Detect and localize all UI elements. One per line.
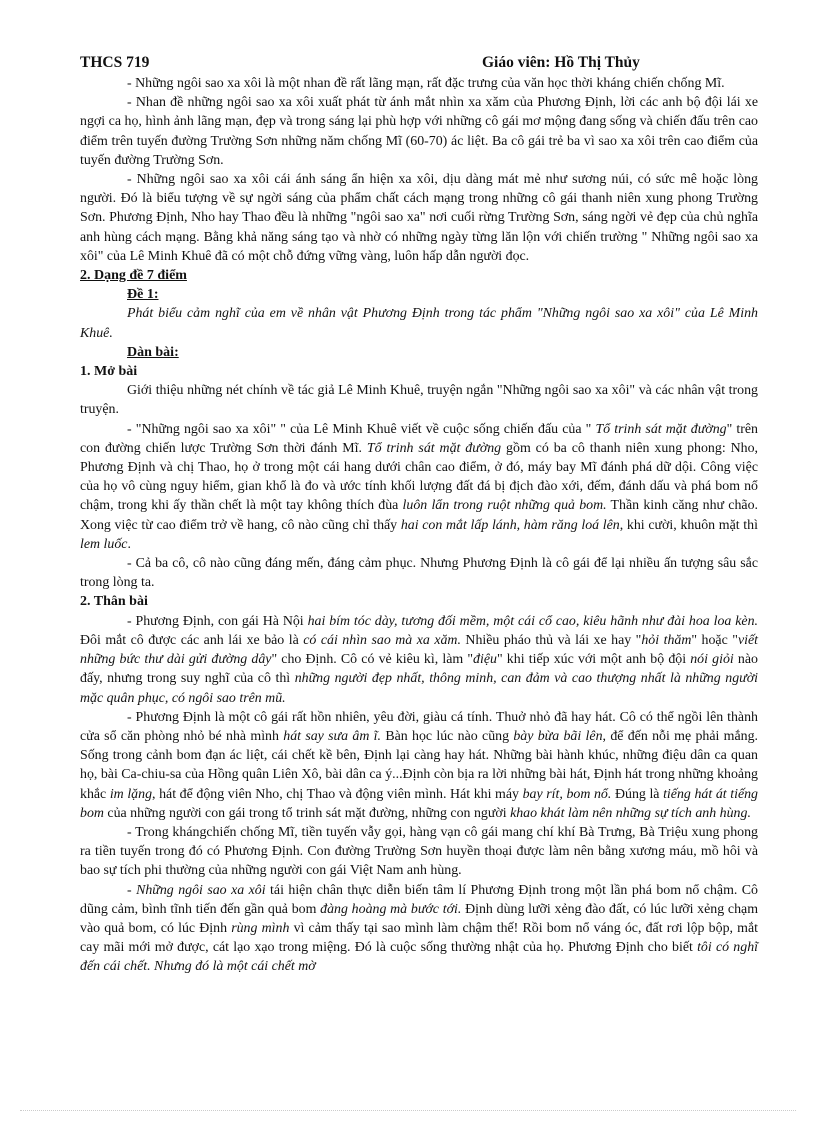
opening-paragraph-3: - Cả ba cô, cô nào cũng đáng mến, đáng cảm phục. Nhưng Phương Định là cô gái để lại nhiều ấn tượng sâu sắc trong lòng ta.: [80, 556, 758, 591]
intro-paragraph-3: - Những ngôi sao xa xôi cái ánh sáng ẩn hiện xa xôi, dịu dàng mát mẻ như sương núi, có sức mê hoặc lòng người. Đó là biểu tượng về sự ngời sáng của phẩm chất cách mạng trong những cô gái thanh niên xung phong Trường Sơn. Phương Định, Nho hay Thao đều là những "ngôi sao xa" nơi cuối rừng Trường Sơn, sáng ngời vẻ đẹp của chủ nghĩa anh hùng cách mạng. Bằng khả năng sáng tạo và nhờ có những ngày từng lăn lộn với chiến trường " Những ngôi sao xa xôi" của Lê Minh Khuê đã có một chỗ đứng vững vàng, luôn hấp dẫn người đọc.: [80, 172, 758, 264]
body-paragraph-1: - Phương Định, con gái Hà Nội hai bím tóc dày, tương đối mềm, một cái cổ cao, kiêu hãnh như đài hoa loa kèn. Đôi mắt cô được các anh lái xe bảo là có cái nhìn sao mà xa xăm. Nhiều pháo thủ và lái xe hay "hỏi thăm" hoặc "viết những bức thư dài gửi đường dây" cho Định. Cô có vẻ kiêu kì, làm "điệu" khi tiếp xúc với một anh bộ đội nói giỏi nào đấy, nhưng trong suy nghĩ của cô thì những người đẹp nhất, thông minh, can đảm và cao thượng nhất là những người mặc quân phục, có ngôi sao trên mũ.: [80, 613, 758, 706]
exercise-prompt: Phát biểu cảm nghĩ của em về nhân vật Phương Định trong tác phẩm "Những ngôi sao xa xôi" của Lê Minh Khuê.: [80, 306, 758, 341]
body-paragraph-2: - Phương Định là một cô gái rất hồn nhiên, yêu đời, giàu cá tính. Thuở nhỏ đã hay hát. Cô có thể ngồi lên thành cửa sổ căn phòng nhỏ bé nhà mình hát say sưa âm ĩ. Bàn học lúc nào cũng bày bừa bãi lên, để đến nỗi mẹ phải mắng. Sống trong cảnh bom đạn ác liệt, cái chết kề bên, Định lại càng hay hát. Những bài hành khúc, những điệu dân ca quan họ, bài Ca-chiu-sa của Hồng quân Liên Xô, bài dân ca ý...Định còn bịa ra lời những bài hát, Định hát trong những khoảng khắc im lặng, hát để động viên Nho, chị Thao và động viên mình. Hát khi máy bay rít, bom nổ. Đúng là tiếng hát át tiếng bom của những người con gái trong tổ trinh sát mặt đường, những con người khao khát làm nên những sự tích anh hùng.: [80, 709, 758, 821]
body-paragraph-3: - Trong khángchiến chống Mĩ, tiền tuyến vẫy gọi, hàng vạn cô gái mang chí khí Bà Trưng, Bà Triệu xung phong ra tiền tuyến trong đó có Phương Định. Con đường Trường Sơn huyền thoại được làm nên bằng xương máu, mồ hôi và bao sự tích phi thường của những người con gái Việt Nam anh hùng.: [80, 824, 758, 879]
exercise-label: Đề 1:: [127, 287, 159, 303]
teacher-name: Giáo viên: Hồ Thị Thủy: [482, 54, 640, 71]
page-header: [80, 54, 758, 74]
page-footer-divider: [20, 1110, 796, 1111]
document-page: [80, 54, 758, 977]
school-name: THCS 719: [80, 54, 150, 71]
body-title: 2. Thân bài: [80, 594, 148, 610]
opening-paragraph-2: - "Những ngôi sao xa xôi" " của Lê Minh Khuê viết về cuộc sống chiến đấu của " Tổ trinh sát mặt đường" trên con đường chiến lược Trường Sơn thời đánh Mĩ. Tổ trinh sát mặt đường gồm có ba cô thanh niên xung phong: Nho, Phương Định và chị Thao, họ ở trong một cái hang dưới chân cao điểm, ở đó, máy bay Mĩ đánh phá dữ dội. Công việc của họ vô cùng nguy hiểm, gian khổ là đo và ước tính khối lượng đất đá bị địch đào xới, đếm, đánh dấu và phá bom nổ chậm, trong khi ấy thần chết là một tay không thích đùa luôn lẩn trong ruột những quả bom. Thần kinh căng như chão. Xong việc từ cao điểm trở về hang, cô nào cũng chỉ thấy hai con mắt lấp lánh, hàm răng loá lên, khi cười, khuôn mặt thì lem luốc.: [80, 421, 759, 552]
opening-title: 1. Mở bài: [80, 364, 138, 380]
opening-paragraph-1: Giới thiệu những nét chính về tác giả Lê Minh Khuê, truyện ngắn "Những ngôi sao xa xôi" và các nhân vật trong truyện.: [80, 383, 758, 418]
section-title: 2. Dạng đề 7 điểm: [80, 268, 187, 284]
outline-label: Dàn bài:: [127, 344, 179, 360]
intro-paragraph-1: - Những ngôi sao xa xôi là một nhan đề rất lãng mạn, rất đặc trưng của văn học thời kháng chiến chống Mĩ.: [127, 76, 725, 91]
body-paragraph-4: - Những ngôi sao xa xôi tái hiện chân thực diễn biến tâm lí Phương Định trong một lần phá bom nổ chậm. Cô dũng cảm, bình tĩnh tiến đến gần quả bom đàng hoàng mà bước tới. Định dùng lưỡi xẻng đào đất, có lúc lưỡi xẻng chạm vào quả bom, có lúc Định rùng mình vì cảm thấy tại sao mình làm chậm thế! Rồi bom nổ váng óc, đất rơi lộp bộp, mắt cay mãi mới mở được, cát lạo xạo trong miệng. Đó là cuộc sống thường nhật của họ. Phương Định cho biết tôi có nghĩ đến cái chết. Nhưng đó là một cái chết mờ: [80, 882, 759, 975]
intro-paragraph-2: - Nhan đề những ngôi sao xa xôi xuất phát từ ánh mắt nhìn xa xăm của Phương Định, lời các anh bộ đội lái xe ngợi ca họ, hình ảnh lãng mạn, đẹp và trong sáng lại phù hợp với những cô gái mơ mộng đang sống và chiến đấu trên cao điểm trên tuyến đường Trường Sơn những năm chống Mĩ (60-70) ác liệt. Ba cô gái trẻ ba vì sao xa xôi trên cao điểm của tuyến đường Trường Sơn.: [80, 95, 758, 168]
